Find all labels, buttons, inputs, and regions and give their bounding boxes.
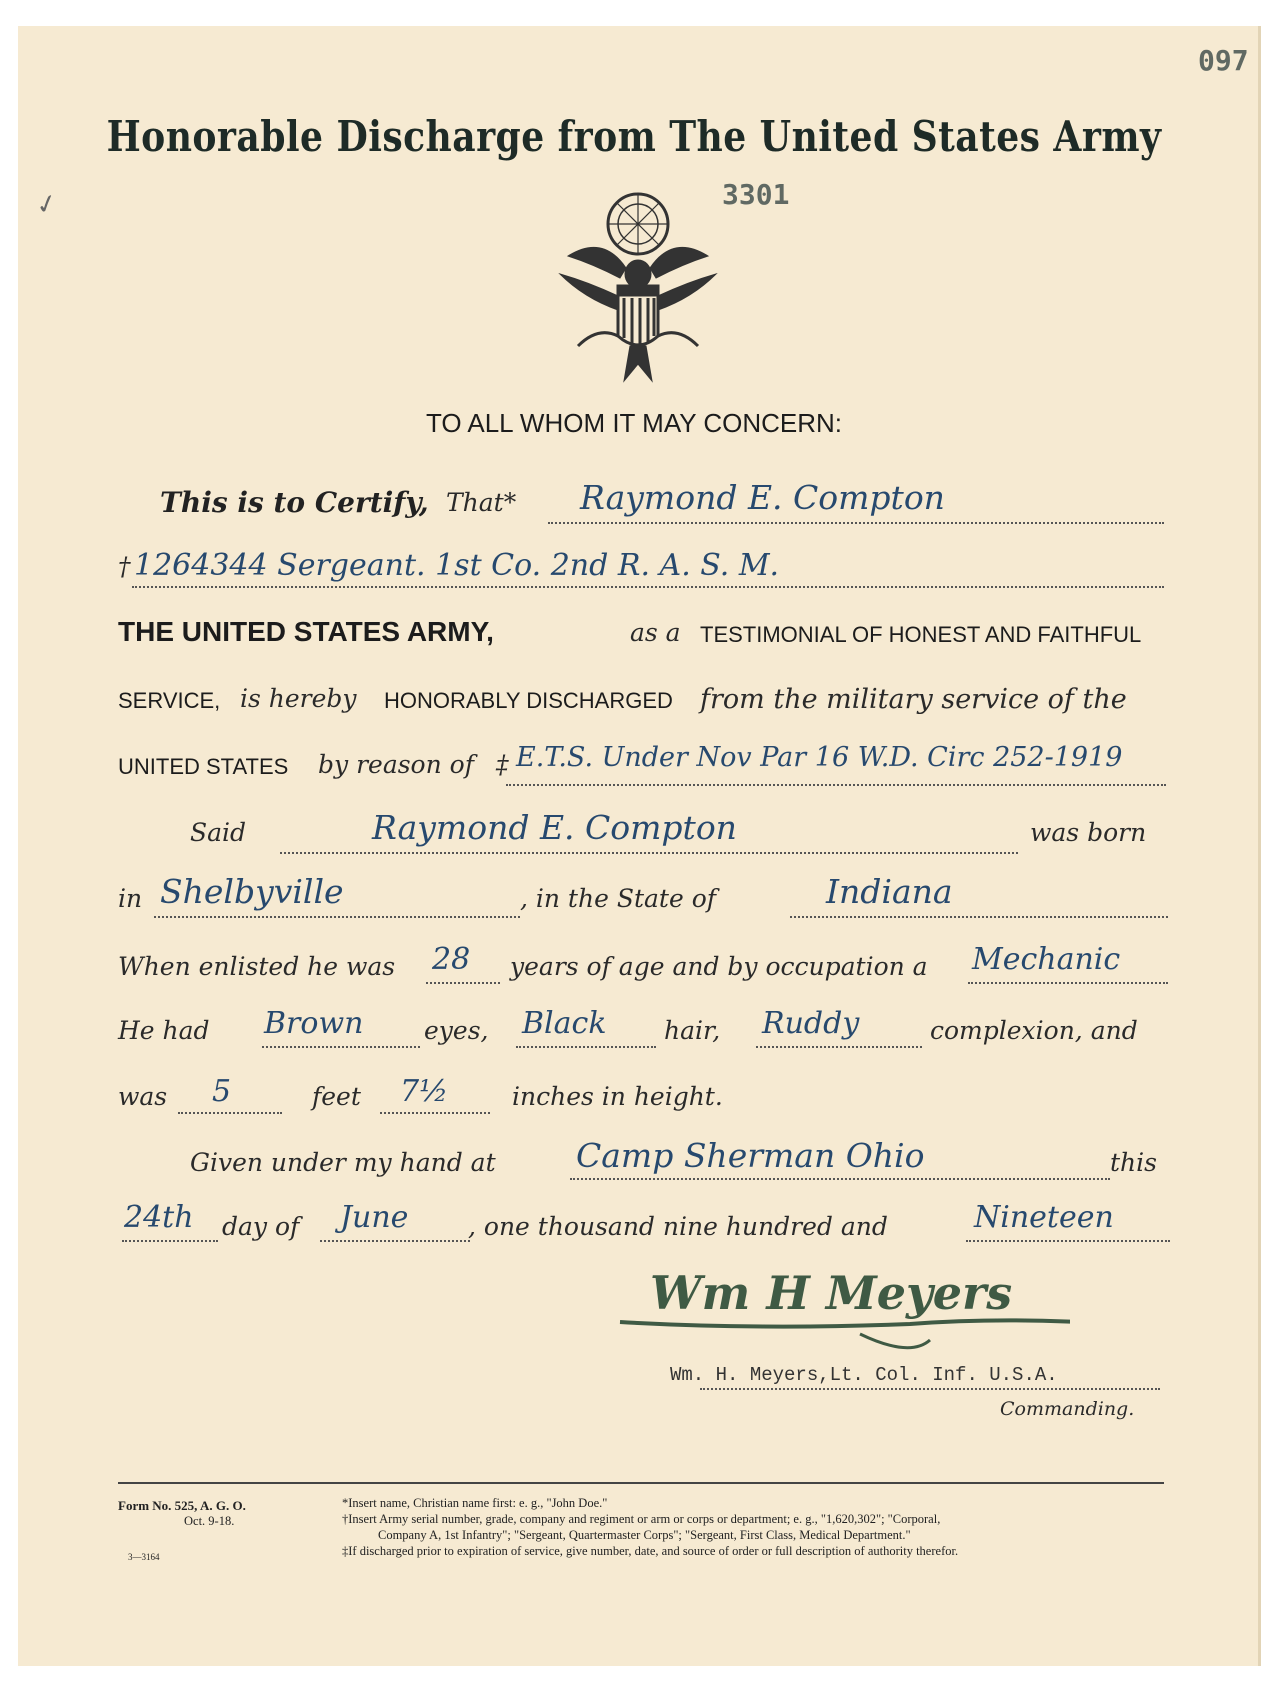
print-code: 3—3164	[128, 1552, 160, 1562]
inches-line	[380, 1112, 490, 1114]
complexion-value: Ruddy	[762, 1006, 860, 1041]
occupation-line	[968, 982, 1168, 984]
hair-color: Black	[522, 1006, 607, 1041]
state-line	[790, 916, 1168, 918]
height-inches: 7½	[400, 1074, 449, 1109]
eyes-line	[262, 1046, 420, 1048]
discharge-reason: E.T.S. Under Nov Par 16 W.D. Circ 252-1919	[516, 742, 1123, 773]
in-text: in	[118, 884, 143, 913]
in-state-text: , in the State of	[520, 884, 716, 913]
discharge-day: 24th	[124, 1200, 194, 1235]
occupation-value: Mechanic	[972, 942, 1121, 977]
name-line	[548, 522, 1164, 524]
eyes-label: eyes,	[424, 1016, 489, 1045]
army-label: THE UNITED STATES ARMY,	[118, 616, 494, 647]
honorably-discharged-text: HONORABLY DISCHARGED	[384, 688, 673, 713]
said-text: Said	[190, 818, 247, 847]
was-born-text: was born	[1030, 818, 1147, 847]
hair-label: hair,	[664, 1016, 721, 1045]
commanding-title: Commanding.	[1000, 1398, 1135, 1420]
town-line	[154, 916, 520, 918]
day-line	[122, 1240, 218, 1242]
check-mark-icon: ✓	[32, 187, 62, 223]
discharge-month: June	[340, 1200, 409, 1235]
eye-color: Brown	[264, 1006, 364, 1041]
army-eagle-seal	[548, 186, 728, 386]
certify-lead: This is to Certify,	[160, 486, 429, 519]
occupation-prefix: years of age and by occupation a	[510, 952, 928, 981]
as-a-text: as a	[630, 618, 681, 647]
signature-flourish	[610, 1300, 1070, 1360]
this-text: this	[1110, 1148, 1157, 1177]
dagger-mark: †	[118, 552, 131, 581]
given-text: Given under my hand at	[190, 1148, 496, 1177]
year-line	[966, 1240, 1170, 1242]
serial-stamp: 3301	[722, 178, 790, 211]
born-name: Raymond E. Compton	[372, 808, 737, 847]
signature-line	[700, 1388, 1160, 1390]
place-line	[570, 1178, 1110, 1180]
testimonial-text: TESTIMONIAL OF HONEST AND FAITHFUL	[700, 622, 1142, 647]
from-service-text: from the military service of the	[700, 684, 1127, 715]
handwritten-signature: Wm H Meyers	[650, 1266, 1013, 1320]
service-text: SERVICE,	[118, 688, 221, 713]
typed-signature: Wm. H. Meyers,Lt. Col. Inf. U.S.A.	[670, 1364, 1058, 1386]
by-reason-text: by reason of	[318, 750, 474, 779]
united-states-text: UNITED STATES	[118, 754, 289, 779]
complexion-line	[756, 1046, 922, 1048]
inches-label: inches in height.	[512, 1082, 723, 1111]
soldier-name: Raymond E. Compton	[580, 478, 945, 517]
serial-line	[132, 586, 1164, 588]
enlisted-text: When enlisted he was	[118, 952, 396, 981]
feet-line	[178, 1112, 282, 1114]
footnote-name: *Insert name, Christian name first: e. g., "John Doe."	[342, 1496, 608, 1510]
hair-line	[516, 1046, 656, 1048]
birth-state: Indiana	[826, 872, 953, 911]
month-line	[320, 1240, 470, 1242]
form-number: Form No. 525, A. G. O.	[118, 1498, 246, 1513]
thousand-text: , one thousand nine hundred and	[468, 1212, 888, 1241]
footnote-serial-cont: Company A, 1st Infantry"; "Sergeant, Quartermaster Corps"; "Sergeant, First Class, Medical Department."	[378, 1528, 911, 1542]
salutation: TO ALL WHOM IT MAY CONCERN:	[425, 408, 843, 438]
day-of-text: day of	[222, 1212, 300, 1241]
discharge-year: Nineteen	[974, 1200, 1114, 1235]
age-value: 28	[432, 942, 471, 977]
footnote-serial: †Insert Army serial number, grade, company and regiment or arm or corps or department; e. g., "1,620,302"; "Corporal,	[342, 1512, 941, 1526]
hereby-text: is hereby	[240, 684, 357, 713]
feet-label: feet	[312, 1082, 361, 1111]
age-line	[426, 982, 500, 984]
double-dagger-mark: ‡	[496, 750, 509, 779]
certify-that: That*	[446, 488, 517, 517]
complexion-label: complexion, and	[930, 1016, 1138, 1045]
he-had-text: He had	[118, 1016, 210, 1045]
reason-line	[506, 784, 1166, 786]
corner-stamp-number: 097	[1198, 44, 1249, 77]
serial-grade-unit: 1264344 Sergeant. 1st Co. 2nd R. A. S. M.	[134, 548, 780, 583]
discharge-place: Camp Sherman Ohio	[576, 1136, 925, 1175]
footer-rule	[118, 1482, 1164, 1484]
footnote-authority: ‡If discharged prior to expiration of service, give number, date, and source of order or full description of authority therefor.	[342, 1544, 959, 1558]
was-text: was	[118, 1082, 168, 1111]
page-title: Honorable Discharge from The United States Army	[106, 112, 1162, 161]
height-feet: 5	[212, 1074, 232, 1109]
born-name-line	[280, 852, 1018, 854]
birth-town: Shelbyville	[160, 872, 344, 911]
form-date: Oct. 9-18.	[184, 1514, 235, 1528]
